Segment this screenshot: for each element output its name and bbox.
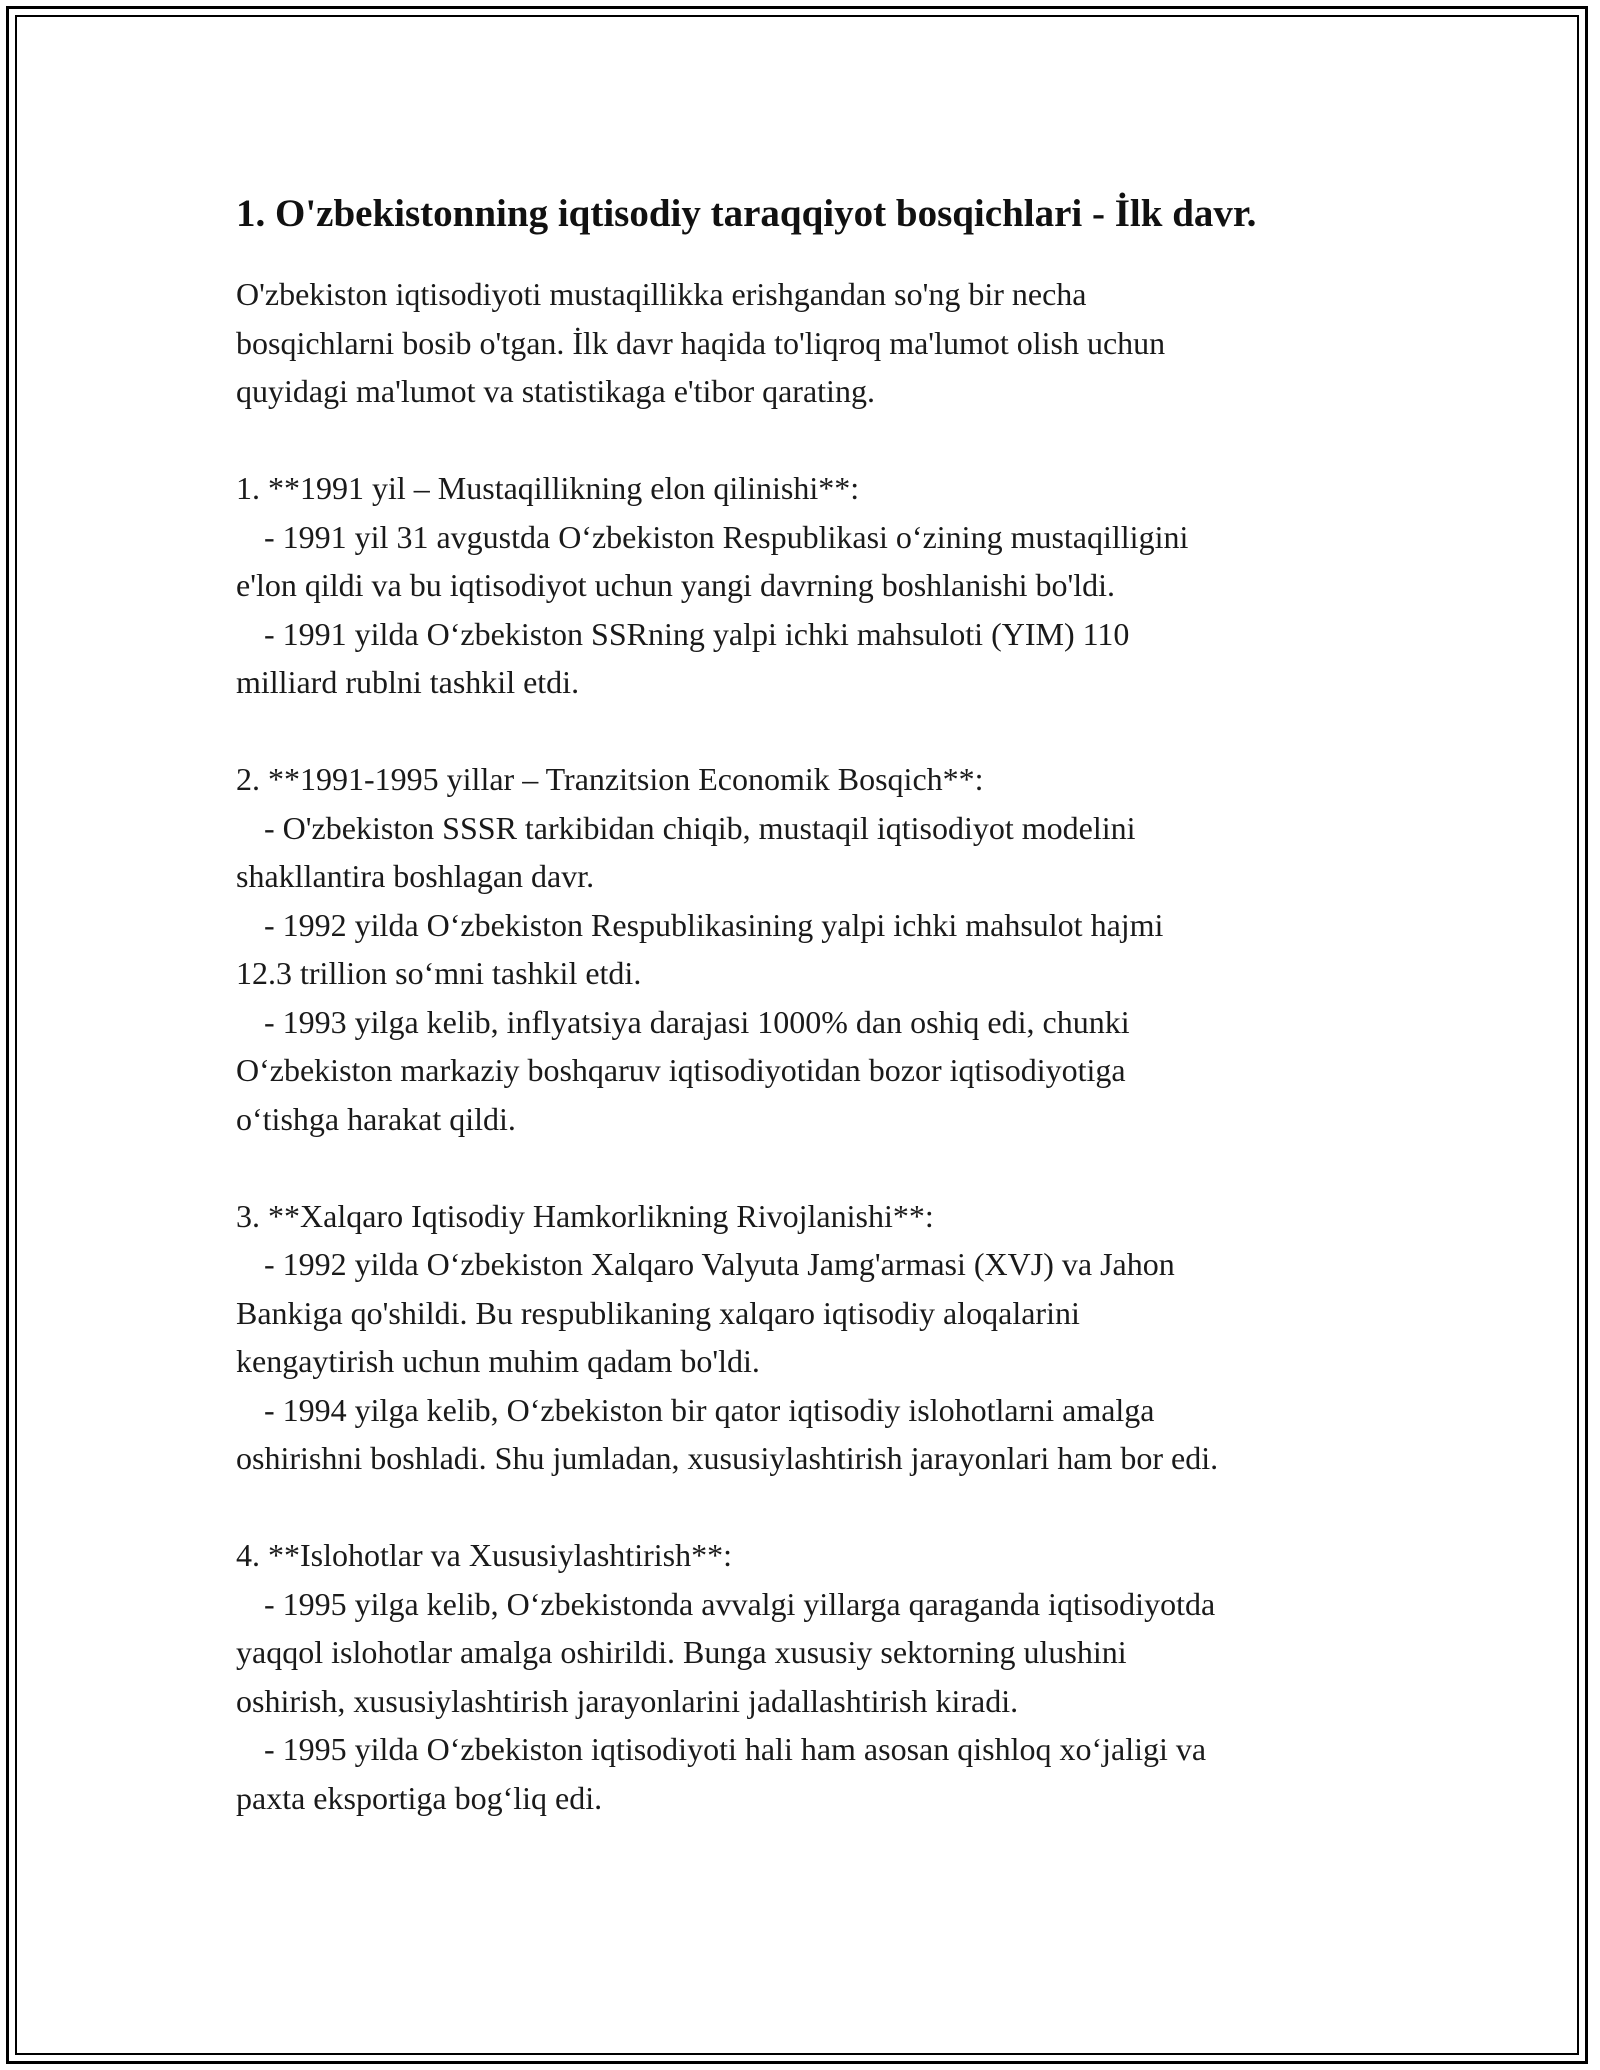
section-3	[236, 1192, 1386, 1483]
section-4	[236, 1531, 1386, 1822]
intro-line: quyidagi ma'lumot va statistikaga e'tibor qarating.	[236, 373, 875, 409]
paragraph-spacer	[236, 707, 1386, 756]
section-heading: 1. **1991 yil – Mustaqillikning elon qilinishi**:	[236, 470, 860, 506]
paragraph-spacer	[236, 1143, 1386, 1192]
bullet-line: - 1992 yilda O‘zbekiston Xalqaro Valyuta Jamg'armasi (XVJ) va Jahon	[264, 1246, 1175, 1282]
section-heading: 3. **Xalqaro Iqtisodiy Hamkorlikning Rivojlanishi**:	[236, 1197, 934, 1234]
bullet-continuation: oshirishni boshladi. Shu jumladan, xususiylashtirish jarayonlari ham bor edi.	[236, 1440, 1219, 1476]
bullet-continuation: yaqqol islohotlar amalga oshirildi. Bunga xususiy sektorning ulushini	[236, 1634, 1127, 1670]
paragraph-spacer	[236, 416, 1386, 465]
bullet-line: - 1995 yilga kelib, O‘zbekistonda avvalgi yillarga qaraganda iqtisodiyotda	[264, 1585, 1216, 1622]
section-heading: 2. **1991-1995 yillar – Tranzitsion Economik Bosqich**:	[236, 761, 984, 797]
bullet-line: - 1994 yilga kelib, O‘zbekiston bir qator iqtisodiy islohotlarni amalga	[264, 1391, 1155, 1428]
bullet-line: - 1991 yil 31 avgustda O‘zbekiston Respublikasi o‘zining mustaqilligini	[264, 518, 1189, 555]
bullet-continuation: paxta eksportiga bog‘liq edi.	[236, 1779, 603, 1816]
bullet-continuation: shakllantira boshlagan davr.	[236, 858, 595, 894]
bullet-continuation: kengaytirish uchun muhim qadam bo'ldi.	[236, 1343, 760, 1379]
bullet-continuation: 12.3 trillion so‘mni tashkil etdi.	[236, 955, 642, 991]
bullet-continuation: O‘zbekiston markaziy boshqaruv iqtisodiyotidan bozor iqtisodiyotiga	[236, 1052, 1126, 1088]
intro-paragraph	[236, 270, 1386, 416]
bullet-line: - 1991 yilda O‘zbekiston SSRning yalpi ichki mahsuloti (YIM) 110	[264, 615, 1130, 652]
intro-line: bosqichlarni bosib o'tgan. İlk davr haqida to'liqroq ma'lumot olish uchun	[236, 324, 1166, 361]
section-heading: 4. **Islohotlar va Xususiylashtirish**:	[236, 1537, 732, 1573]
paragraph-spacer	[236, 1483, 1386, 1532]
bullet-continuation: e'lon qildi va bu iqtisodiyot uchun yangi davrning boshlanishi bo'ldi.	[236, 567, 1116, 603]
bullet-continuation: o‘tishga harakat qildi.	[236, 1100, 516, 1137]
bullet-continuation: oshirish, xususiylashtirish jarayonlarini jadallashtirish kiradi.	[236, 1682, 1019, 1719]
document-title: 1. O'zbekistonning iqtisodiy taraqqiyot bosqichlari - İlk davr.	[236, 192, 1257, 235]
bullet-line: - 1992 yilda O‘zbekiston Respublikasining yalpi ichki mahsulot hajmi	[264, 906, 1164, 943]
bullet-line: - 1995 yilda O‘zbekiston iqtisodiyoti hali ham asosan qishloq xo‘jaligi va	[264, 1731, 1207, 1767]
section-2	[236, 755, 1386, 1143]
section-1	[236, 464, 1386, 707]
bullet-line: - O'zbekiston SSSR tarkibidan chiqib, mustaqil iqtisodiyot modelini	[264, 809, 1136, 846]
intro-line: O'zbekiston iqtisodiyoti mustaqillikka erishgandan so'ng bir necha	[236, 276, 1087, 312]
document-body	[236, 188, 1386, 1822]
bullet-line: - 1993 yilga kelib, inflyatsiya darajasi 1000% dan oshiq edi, chunki	[264, 1003, 1130, 1040]
bullet-continuation: milliard rublni tashkil etdi.	[236, 664, 580, 700]
bullet-continuation: Bankiga qo'shildi. Bu respublikaning xalqaro iqtisodiy aloqalarini	[236, 1294, 1080, 1331]
